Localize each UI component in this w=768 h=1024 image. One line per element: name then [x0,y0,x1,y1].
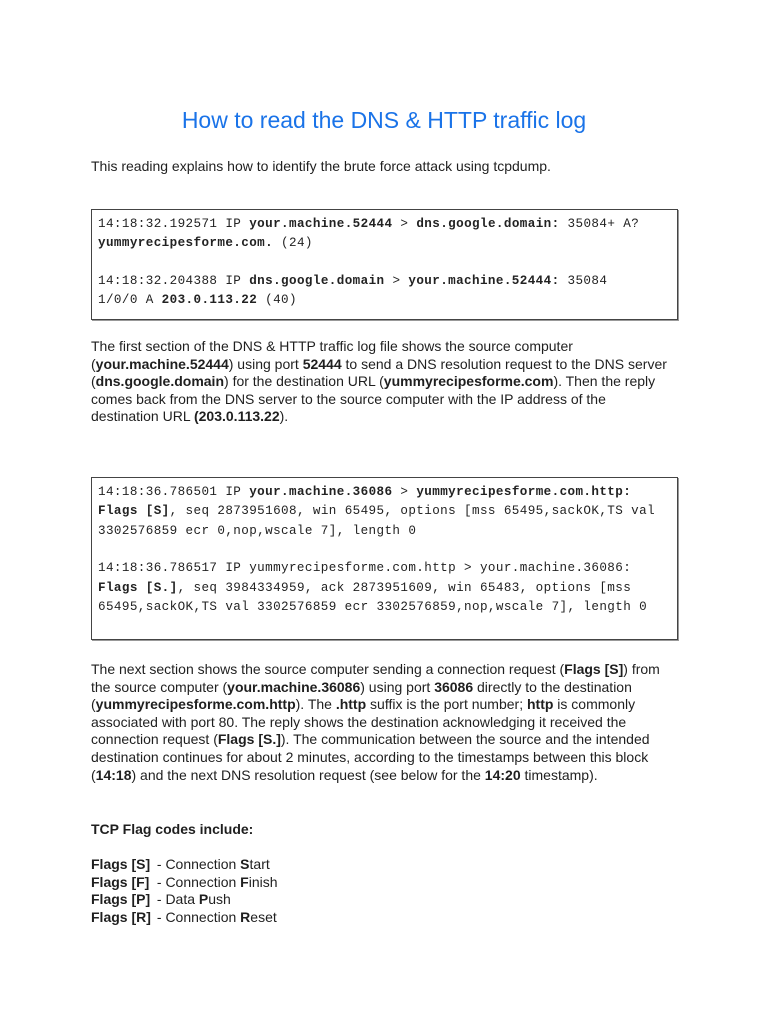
flag-desc: eset [250,908,277,925]
bold-text: Flags [S] [564,661,624,677]
bold-text: (203.0.113.22 [193,408,280,425]
log-text: Flags [S] [98,504,170,519]
log-text: 1/0/0 A [98,293,162,308]
flag-desc: - Connection [153,873,241,890]
log-text: 35084 [559,273,608,288]
flag-desc: - Data [153,891,199,908]
text: ) from the source computer ( [91,661,660,695]
text: ) using port [360,678,435,695]
bold-text: yummyrecipesforme.com [383,373,554,390]
flag-item [91,891,278,909]
text: The first section of the DNS & HTTP traffic log file shows the source computer ( [91,338,573,372]
log-text: 14:18:36.786517 IP yummyrecipesforme.com.http > your.machine.36086: [98,561,632,576]
bold-text: 52444 [302,355,342,372]
text: ). The communication between the source and the intended destination continues for about 2 minutes, according to the timestamps between this block ( [91,731,650,783]
bold-text: your.machine.52444 [95,355,229,372]
log-line [98,233,671,252]
dns-explanation-paragraph [91,338,677,426]
bold-text: your.machine.36086 [227,678,361,695]
page-title: How to read the DNS & HTTP traffic log [181,107,587,134]
flag-desc: tart [249,856,270,872]
text: ) for the destination URL ( [224,373,384,390]
log-text: dns.google.domain [249,273,385,288]
text: ). [279,408,289,425]
log-text: (40) [257,293,297,308]
log-text: (24) [273,236,313,251]
log-text: yummyrecipesforme.com.http: [416,485,632,499]
flag-code: Flags [F] [91,873,150,890]
flag-letter: P [198,891,209,908]
flag-letter: R [240,908,251,925]
text: ). The [295,696,336,713]
bold-text: http [526,696,554,713]
log-line [98,558,671,577]
log-text: your.machine.52444: [408,273,560,288]
text: directly to the destination ( [91,678,632,713]
log-line [98,482,671,501]
bold-text: 14:18 [95,766,132,783]
flag-desc: - Connection [153,908,241,925]
text: timestamp). [520,766,598,783]
flag-letter: S [240,856,250,872]
flag-item [91,856,278,874]
log-text: yummyrecipesforme.com. [98,236,274,251]
log-line [98,578,671,617]
log-spacer [98,540,671,558]
bold-text: 14:20 [484,766,521,783]
log-text: > [392,217,417,231]
log-text: 14:18:32.192571 IP [98,217,250,231]
text: ) using port [228,355,303,372]
text: suffix is the port number; [366,696,527,713]
log-text: > [392,485,417,499]
log-text: , seq 2873951608, win 65495, options [mss 65495,sackOK,TS val 3302576859 ecr 0,nop,wscale 7], length 0 [98,504,663,538]
log-text: your.machine.36086 [249,485,393,499]
flag-code: Flags [S] [91,856,151,872]
flag-letter: F [240,873,249,890]
log-spacer [98,253,671,271]
bold-text: dns.google.domain [95,373,225,390]
bold-text: Flags [S.] [217,731,281,748]
bold-text: 36086 [434,678,474,695]
flags-heading: TCP Flag codes include: [91,821,254,837]
log-text: Flags [S.] [98,580,178,595]
flag-item [91,874,278,892]
http-log-block [91,477,678,640]
log-line [98,290,671,309]
bold-text: .http [335,696,367,713]
log-line [98,214,671,233]
log-text: > [384,273,409,288]
text: The next section shows the source computer sending a connection request ( [91,661,565,677]
log-text: 14:18:36.786501 IP [98,485,250,499]
text: ). Then the reply comes back from the DNS server to the source computer with the IP address of the destination URL [91,373,656,425]
intro-paragraph: This reading explains how to identify the brute force attack using tcpdump. [91,158,551,174]
flag-desc: - Connection [153,856,241,872]
log-text: your.machine.52444 [249,217,393,231]
log-text: 203.0.113.22 [161,293,258,308]
text: is commonly associated with port 80. The reply shows the destination acknowledging it received the connection request ( [91,696,636,748]
flag-item [91,909,278,927]
bold-text: yummyrecipesforme.com.http [95,696,296,713]
flag-desc: ush [208,891,231,908]
log-text: 14:18:32.204388 IP [98,273,250,288]
log-line [98,501,671,540]
http-explanation-paragraph [91,661,677,784]
flag-code: Flags [P] [91,891,151,908]
text: to send a DNS resolution request to the DNS server ( [91,355,667,390]
flag-code: Flags [R] [91,908,151,925]
log-text: , seq 3984334959, ack 2873951609, win 65483, options [mss 65495,sackOK,TS val 3302576859 ecr 3302576859,nop,wscale 7], length 0 [98,580,648,615]
log-text: 35084+ A? [559,217,640,231]
log-line [98,271,671,290]
log-text: dns.google.domain: [416,217,560,231]
text: ) and the next DNS resolution request (see below for the [131,766,485,783]
flag-desc: inish [248,873,278,890]
dns-log-block [91,209,678,320]
flag-list [91,856,278,926]
